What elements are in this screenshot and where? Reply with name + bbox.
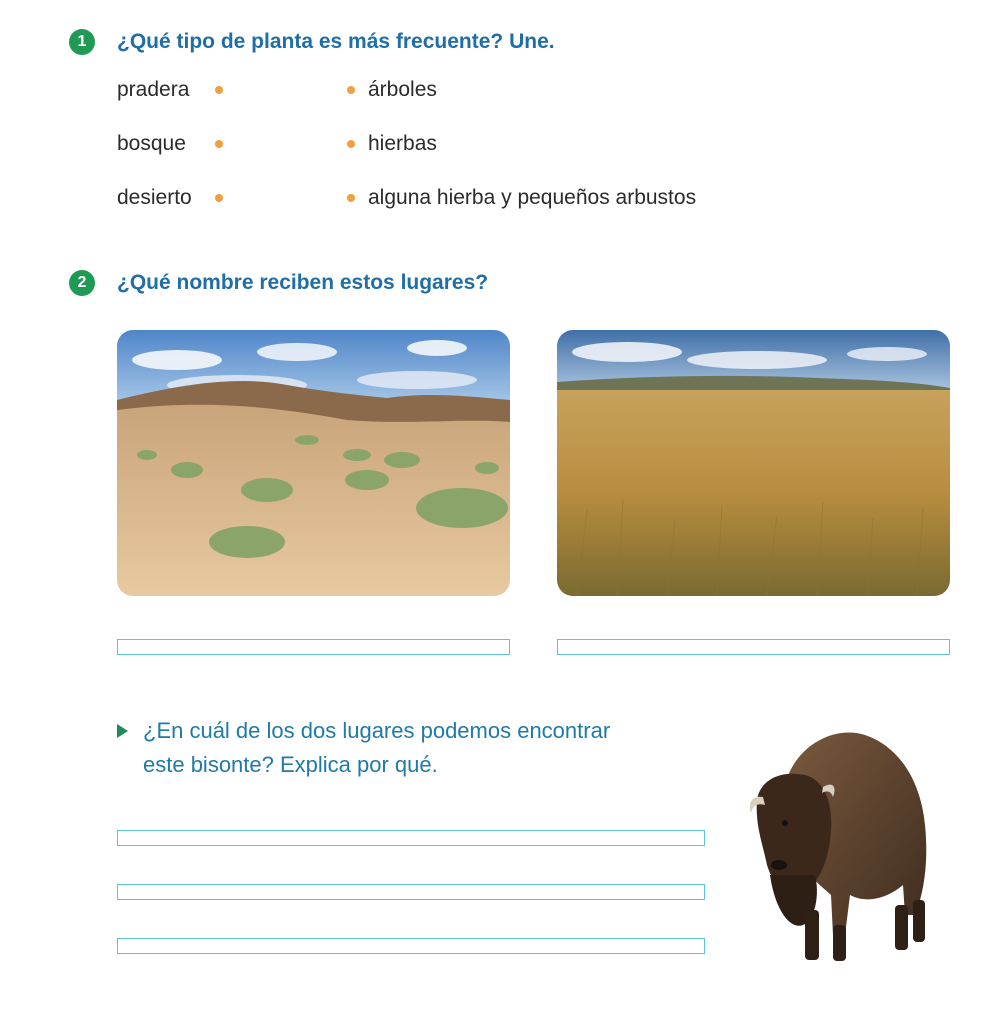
right-item-arbustos: alguna hierba y pequeños arbustos [368, 186, 697, 209]
answer-box-desert[interactable] [117, 639, 510, 655]
left-dot-bosque[interactable] [215, 140, 223, 148]
subquestion-line-1: ¿En cuál de los dos lugares podemos encontrar [143, 718, 611, 743]
answer-line-1[interactable] [117, 830, 705, 846]
right-item-hierbas: hierbas [368, 132, 437, 155]
answer-box-grassland[interactable] [557, 639, 950, 655]
left-dot-desierto[interactable] [215, 194, 223, 202]
bison-image [745, 725, 940, 965]
left-item-desierto: desierto [117, 186, 192, 209]
right-dot-arboles[interactable] [347, 86, 355, 94]
desert-photo [117, 330, 510, 596]
question-2-title: ¿Qué nombre reciben estos lugares? [117, 271, 489, 294]
question-2-number-badge: 2 [69, 270, 95, 296]
left-item-bosque: bosque [117, 132, 186, 155]
right-dot-hierbas[interactable] [347, 140, 355, 148]
question-1-number-badge: 1 [69, 29, 95, 55]
left-dot-pradera[interactable] [215, 86, 223, 94]
question-1-title: ¿Qué tipo de planta es más frecuente? Une. [117, 30, 555, 53]
subquestion-text [143, 714, 610, 782]
answer-line-3[interactable] [117, 938, 705, 954]
right-item-arboles: árboles [368, 78, 437, 101]
arrow-bullet-icon [117, 724, 128, 738]
grassland-photo [557, 330, 950, 596]
left-item-pradera: pradera [117, 78, 190, 101]
right-dot-arbustos[interactable] [347, 194, 355, 202]
answer-line-2[interactable] [117, 884, 705, 900]
subquestion-line-2: este bisonte? Explica por qué. [143, 752, 438, 777]
